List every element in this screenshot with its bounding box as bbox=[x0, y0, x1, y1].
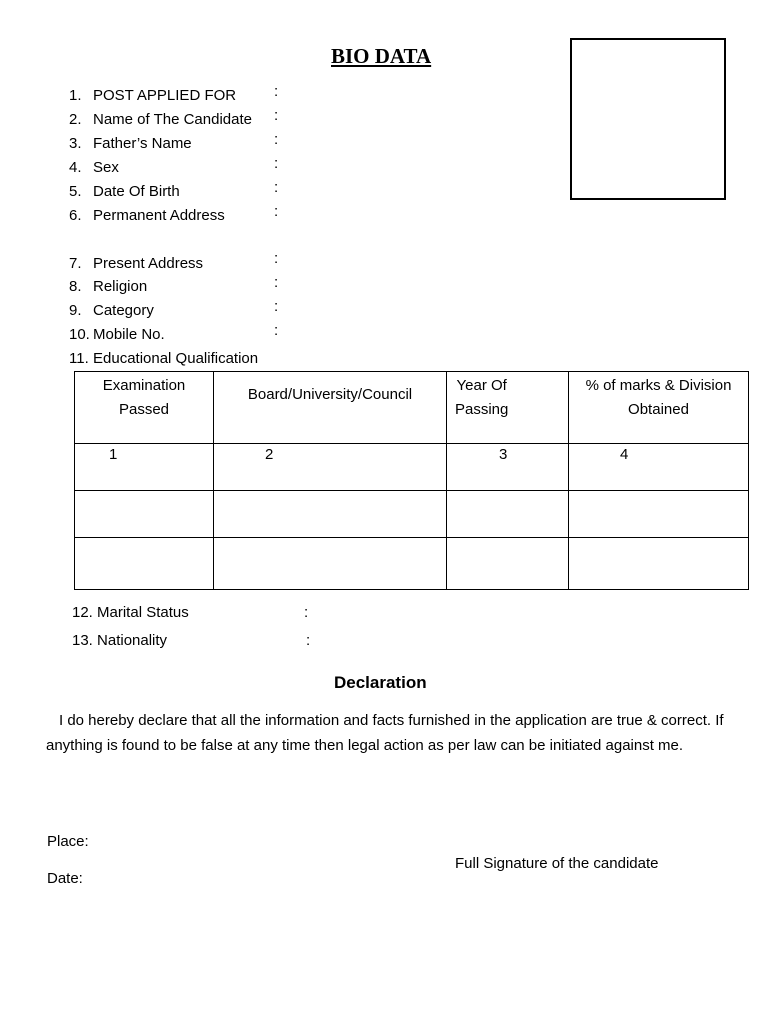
field-colon: : bbox=[304, 604, 309, 621]
field-number: 1. bbox=[69, 87, 82, 104]
field-number: 11. bbox=[69, 350, 89, 367]
table-header-cell bbox=[75, 372, 214, 444]
table-cell: 1 bbox=[75, 444, 214, 491]
field-label: Educational Qualification bbox=[93, 350, 259, 367]
field-number: 2. bbox=[69, 111, 82, 128]
field-colon: : bbox=[274, 83, 279, 100]
field-colon: : bbox=[306, 632, 311, 649]
declaration-heading: Declaration bbox=[334, 673, 427, 692]
table-cell: 4 bbox=[569, 444, 749, 491]
table-header-cell bbox=[447, 372, 569, 444]
field-number: 8. bbox=[69, 278, 82, 295]
field-number: 7. bbox=[69, 255, 82, 272]
field-colon: : bbox=[274, 298, 279, 315]
header-marks-division: % of marks & Division Obtained bbox=[585, 377, 732, 418]
field-number: 4. bbox=[69, 159, 82, 176]
table-header-cell bbox=[569, 372, 749, 444]
photo-box bbox=[570, 38, 726, 200]
table-cell bbox=[75, 538, 214, 590]
field-label: Name of The Candidate bbox=[93, 111, 252, 128]
signature-label: Full Signature of the candidate bbox=[455, 855, 659, 872]
field-label: Present Address bbox=[93, 255, 204, 272]
table-cell: 2 bbox=[214, 444, 447, 491]
table-cell bbox=[447, 538, 569, 590]
page-title: BIO DATA bbox=[331, 44, 432, 68]
field-colon: : bbox=[274, 322, 279, 339]
table-cell bbox=[214, 538, 447, 590]
date-label: Date: bbox=[47, 870, 83, 887]
table-header-row bbox=[75, 372, 749, 444]
table-row bbox=[75, 538, 749, 590]
field-colon: : bbox=[274, 179, 279, 196]
field-label: POST APPLIED FOR bbox=[93, 87, 237, 104]
declaration-text bbox=[46, 709, 736, 758]
table-cell bbox=[214, 491, 447, 538]
table-header-cell bbox=[214, 372, 447, 444]
declaration-body: I do hereby declare that all the information and facts furnished in the application are true & correct. If anything is found to be false at any time then legal action as per law can be initiated against me. bbox=[46, 712, 724, 754]
field-colon: : bbox=[274, 131, 279, 148]
field-label: Permanent Address bbox=[93, 207, 225, 224]
field-label: Date Of Birth bbox=[93, 183, 180, 200]
field-colon: : bbox=[274, 107, 279, 124]
table-cell bbox=[569, 491, 749, 538]
field-number: 9. bbox=[69, 302, 82, 319]
field-colon: : bbox=[274, 203, 279, 220]
header-examination-passed: Examination Passed bbox=[102, 377, 186, 418]
field-label: Category bbox=[93, 302, 154, 319]
table-cell: 3 bbox=[447, 444, 569, 491]
nationality-label: 13. Nationality bbox=[72, 632, 168, 649]
table-cell bbox=[447, 491, 569, 538]
field-colon: : bbox=[274, 155, 279, 172]
field-number: 3. bbox=[69, 135, 82, 152]
field-label: Sex bbox=[93, 159, 119, 176]
field-number: 5. bbox=[69, 183, 82, 200]
table-row bbox=[75, 444, 749, 491]
table-cell bbox=[75, 491, 214, 538]
field-colon: : bbox=[274, 274, 279, 291]
marital-status-label: 12. Marital Status bbox=[72, 604, 189, 621]
field-label: Father’s Name bbox=[93, 135, 192, 152]
field-label: Religion bbox=[93, 278, 148, 295]
header-year-of-passing: Year Of Passing bbox=[455, 377, 509, 418]
education-table bbox=[74, 371, 749, 590]
field-number: 6. bbox=[69, 207, 82, 224]
table-row bbox=[75, 491, 749, 538]
field-number: 10. bbox=[69, 326, 90, 343]
table-cell bbox=[569, 538, 749, 590]
field-label: Mobile No. bbox=[93, 326, 165, 343]
field-colon: : bbox=[274, 250, 279, 267]
header-board-university: Board/University/Council bbox=[247, 386, 413, 403]
place-label: Place: bbox=[47, 833, 89, 850]
